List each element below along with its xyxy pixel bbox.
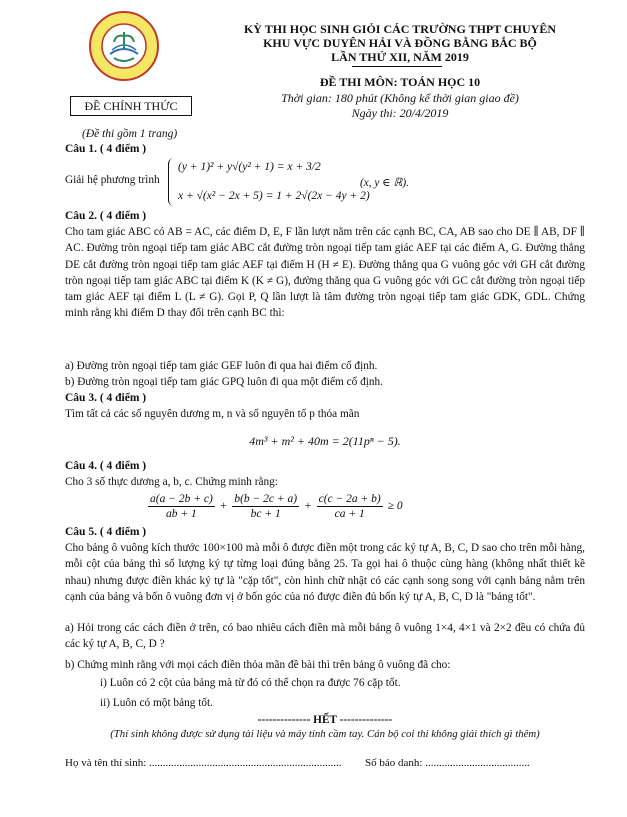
q5-body: Cho bảng ô vuông kích thước 100×100 mà mỗi ô được điền một trong các ký tự A, B, C, D sao cho trên mỗi hàng, mỗi cột của bảng thì số lượng ký tự từng loại đúng bằng 25. Ta gọi hai ô thuộc cùng hàng (không nhất thiết kề nhau) nhưng được điền khác ký tự là "cặp tốt", còn hình chữ nhật có các cạnh song song với cạnh bảng nằm trên cạnh của bảng và bốn ô vuông đơn vị ở bốn góc của nó được điền đủ bốn ký tự A, B, C, D là "bảng tốt".: [65, 542, 585, 603]
school-logo: [88, 10, 160, 82]
q5-part-a: a) Hỏi trong các cách điền ở trên, có bao nhiêu cách điền mà mỗi bảng ô vuông 1×4, 4×1 và 2×2 đều có chứa đủ các ký tự A, B, C, D ?: [65, 622, 585, 651]
q4-fraction-3: $\frac{c(c - 2a + b)}{ca + 1}$: [318, 493, 381, 520]
q5-title: Câu 5. ( 4 điểm ): [65, 526, 147, 538]
q5-part-b-i: i) Luôn có 2 cột của bảng mà từ đó có thể chọn ra được 76 cặp tốt.: [100, 677, 401, 689]
q1-equation-2: x + √(x² − 2x + 5) = 1 + 2√(2x − 4y + 2): [178, 190, 370, 202]
q1-title: Câu 1. ( 4 điểm ): [65, 143, 147, 155]
q1-domain: (x, y ∈ ℝ).: [360, 177, 409, 189]
candidate-id-field: Số báo danh: ......................................: [365, 757, 530, 769]
system-brace: [168, 158, 177, 206]
q2-part-b: b) Đường tròn ngoại tiếp tam giác GPQ luôn đi qua một điểm cố định.: [65, 376, 384, 388]
q2-part-a: a) Đường tròn ngoại tiếp tam giác GEF luôn đi qua hai điểm cố định.: [65, 360, 378, 372]
q4-fraction-2: $\frac{b(b - 2c + a)}{bc + 1}$: [234, 493, 298, 520]
q4-rhs: ≥ 0: [387, 500, 403, 513]
exam-title-line1: KỲ THI HỌC SINH GIỎI CÁC TRƯỜNG THPT CHUYÊN: [243, 22, 557, 36]
end-marker: -------------- HẾT --------------: [257, 714, 393, 726]
exam-note: (Thí sinh không được sử dụng tài liệu và máy tính cầm tay. Cán bộ coi thi không giải thích gì thêm): [110, 728, 540, 740]
q4-body: Cho 3 số thực dương a, b, c. Chứng minh rằng:: [65, 476, 278, 488]
q3-equation: 4m³ + m² + 40m = 2(11pⁿ − 5).: [249, 434, 401, 448]
q1-prompt: Giải hệ phương trình: [65, 174, 160, 186]
q1-equation-1: (y + 1)² + y√(y² + 1) = x + 3/2: [178, 161, 321, 173]
candidate-name-field: Họ và tên thí sinh: ......................................................................: [65, 757, 342, 769]
q4-fraction-1: $\frac{a(a - 2b + c)}{ab + 1}$: [150, 493, 213, 520]
exam-title-line3: LẦN THỨ XII, NĂM 2019: [331, 50, 469, 64]
q3-body: Tìm tất cả các số nguyên dương m, n và số nguyên tố p thỏa mãn: [65, 408, 360, 420]
q4-inequality: $\frac{a(a - 2b + c)}{ab + 1}$ + $\frac{b(b - 2c + a)}{bc + 1}$ + $\frac{c(c - 2a + b)}{ca + 1}$ ≥ 0: [150, 493, 403, 520]
official-badge: ĐỀ CHÍNH THỨC: [70, 96, 192, 116]
header-underline: [352, 66, 442, 67]
exam-title-line2: KHU VỰC DUYÊN HẢI VÀ ĐỒNG BẰNG BẮC BỘ: [263, 36, 537, 50]
q5-part-b: b) Chứng minh rằng với mọi cách điền thỏa mãn đề bài thì trên bảng ô vuông đã cho:: [65, 659, 451, 671]
q5-part-b-ii: ii) Luôn có một bảng tốt.: [100, 697, 213, 709]
q2-body: Cho tam giác ABC có AB = AC, các điểm D, E, F lần lượt nằm trên các cạnh BC, CA, AB sao cho DE ∥ AB, DF ∥ AC. Đường tròn ngoại tiếp tam giác ABC cắt đường tròn ngoại tiếp tam giác AEF tại các điểm A, G. Đường thẳng DE cắt đường tròn ngoại tiếp tam giác AEF tại điểm H (H ≠ E). Đường thẳng qua G vuông góc với GH cắt đường tròn ngoại tiếp tam giác ABC tại điểm K (K ≠ G), đường thẳng qua G vuông góc với GC cắt đường tròn ngoại tiếp tam giác AEF tại điểm L (L ≠ G). Gọi P, Q lần lượt là tâm đường tròn ngoại tiếp tam giác GDK, GDL. Chứng minh rằng khi điểm D thay đổi trên cạnh BC thì:: [65, 226, 585, 320]
q2-title: Câu 2. ( 4 điểm ): [65, 210, 147, 222]
q4-title: Câu 4. ( 4 điểm ): [65, 460, 147, 472]
time-allowed: Thời gian: 180 phút (Không kể thời gian giao đề): [281, 91, 519, 105]
subject-title: ĐỀ THI MÔN: TOÁN HỌC 10: [319, 75, 481, 89]
pages-note: (Đề thi gồm 1 trang): [82, 128, 178, 140]
q3-title: Câu 3. ( 4 điểm ): [65, 392, 147, 404]
exam-date: Ngày thi: 20/4/2019: [351, 106, 449, 120]
